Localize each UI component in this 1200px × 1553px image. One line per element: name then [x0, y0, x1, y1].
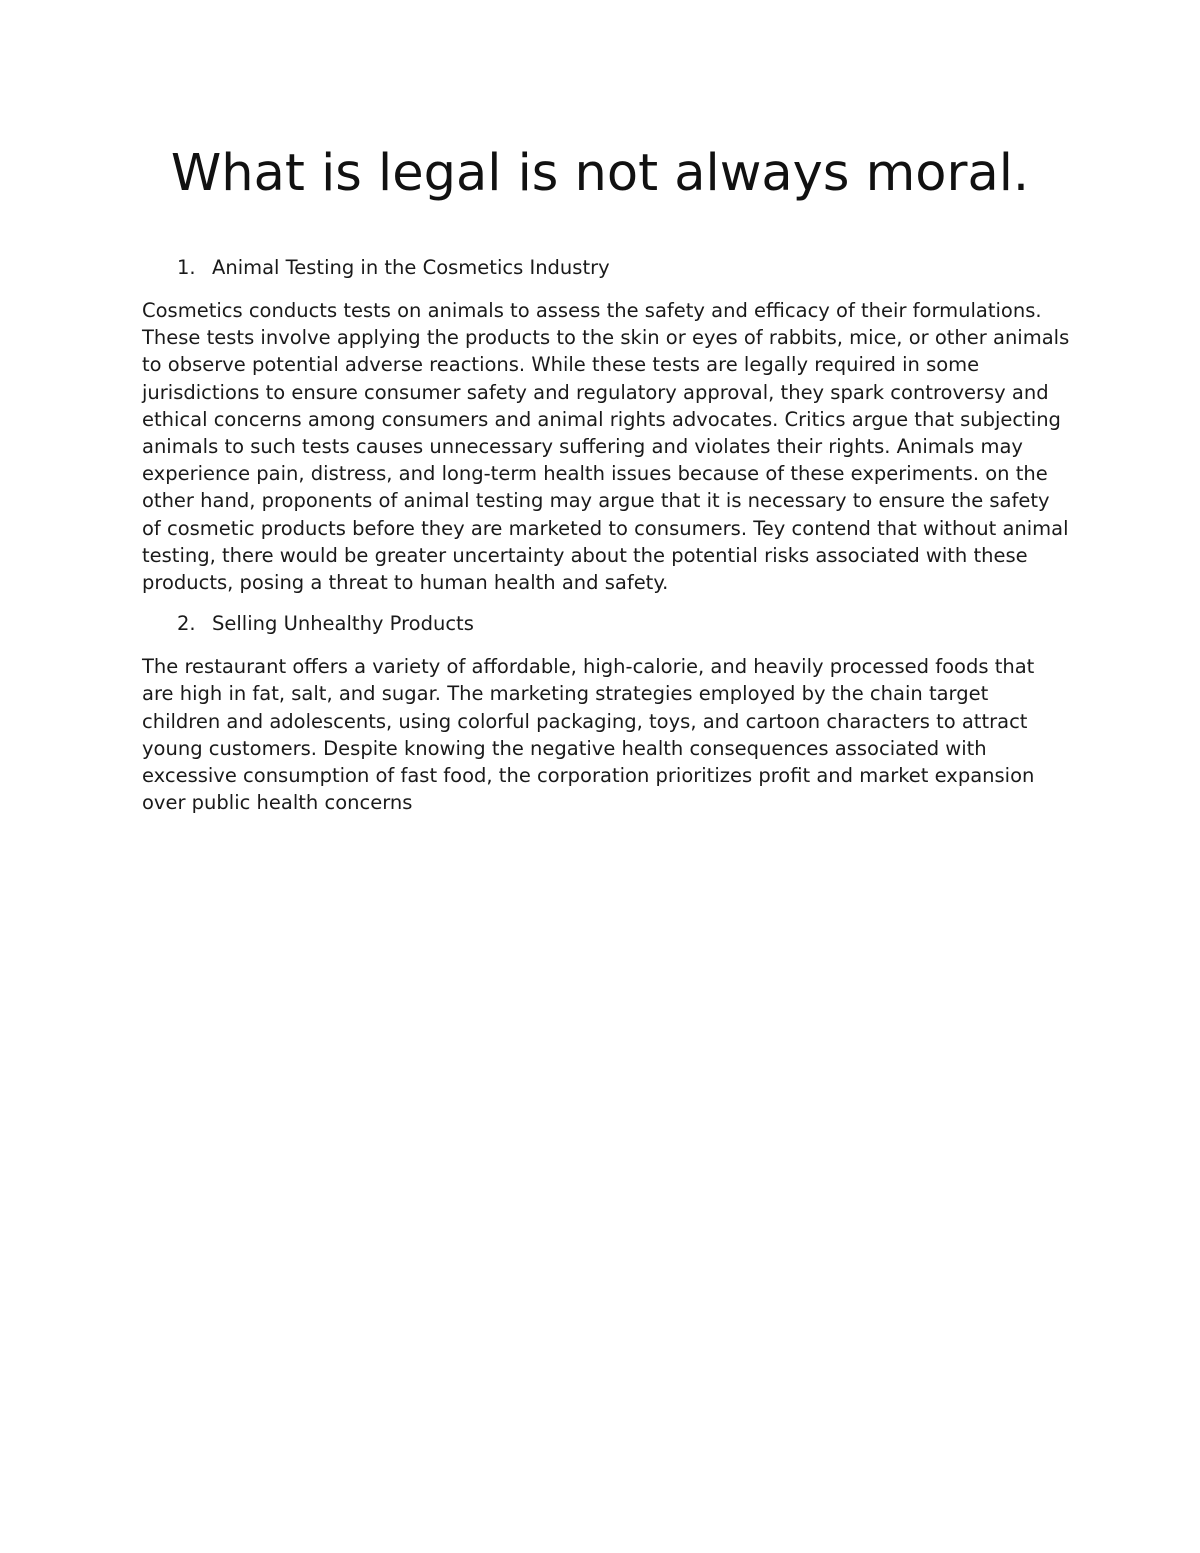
list-number: 1.: [177, 256, 196, 279]
section-heading-animal-testing: [142, 254, 1072, 281]
document-body: [142, 254, 1072, 830]
section-heading-unhealthy-products: [142, 610, 1072, 637]
list-number: 2.: [177, 612, 196, 636]
section-paragraph-unhealthy-products: The restaurant offers a variety of affordable, high-calorie, and heavily processed foods that are high in fat, salt, and sugar. The marketing strategies employed by the chain target children and adolescents, using colorful packaging, toys, and cartoon characters to attract young customers. Despite knowing the negative health consequences associated with excessive consumption of fast food, the corporation prioritizes profit and market expansion over public health concerns: [142, 655, 1035, 815]
document-title: What is legal is not always moral.: [170, 144, 1030, 203]
section-heading-text: Animal Testing in the Cosmetics Industry: [212, 256, 610, 279]
section-paragraph-animal-testing: Cosmetics conducts tests on animals to assess the safety and efficacy of their formulations. These tests involve applying the products to the skin or eyes of rabbits, mice, or other animals to observe potential adverse reactions. While these tests are legally required in some jurisdictions to ensure consumer safety and regulatory approval, they spark controversy and ethical concerns among consumers and animal rights advocates. Critics argue that subjecting animals to such tests causes unnecessary suffering and violates their rights. Animals may experience pain, distress, and long-term health issues because of these experiments. on the other hand, proponents of animal testing may argue that it is necessary to ensure the safety of cosmetic products before they are marketed to consumers. Tey contend that without animal testing, there would be greater uncertainty about the potential risks associated with these products, posing a threat to human health and safety.: [142, 299, 1070, 595]
section-heading-text: Selling Unhealthy Products: [212, 612, 474, 636]
